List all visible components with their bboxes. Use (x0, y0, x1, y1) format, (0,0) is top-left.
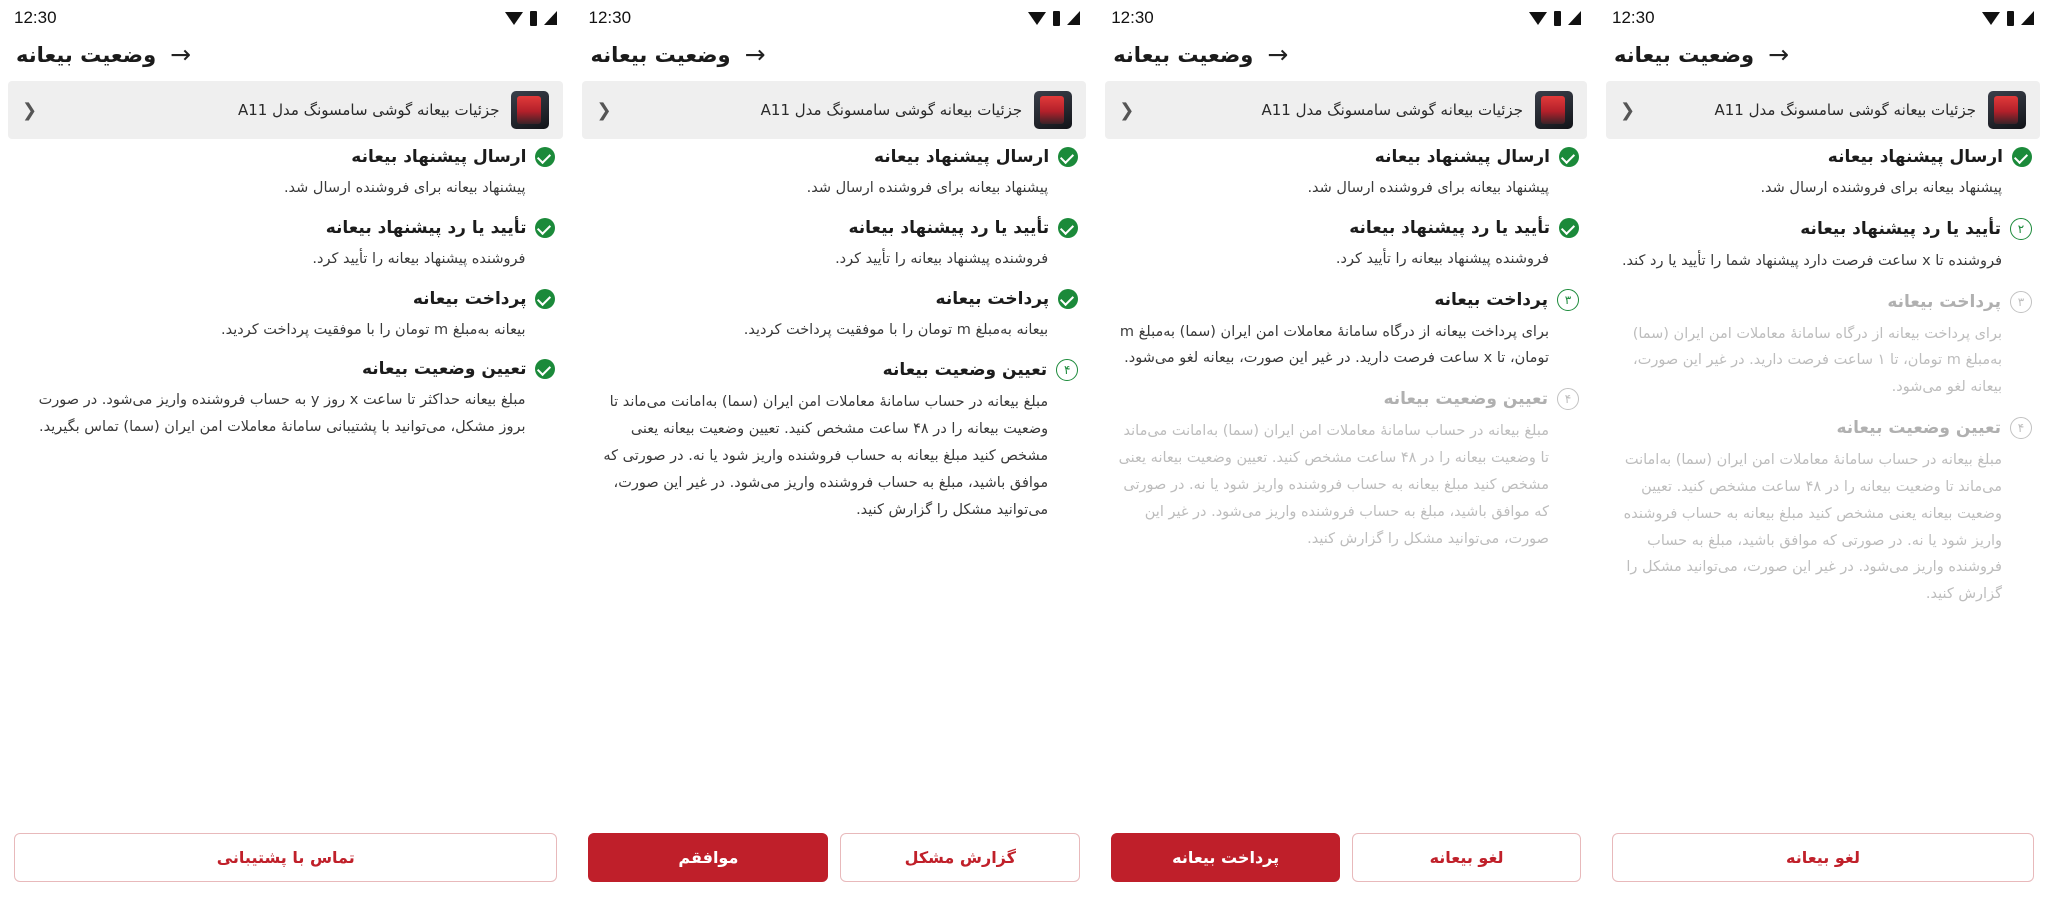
step-title: تأیید یا رد پیشنهاد بیعانه (1349, 217, 1550, 238)
signal-icon (1568, 11, 1581, 25)
action-button[interactable]: موافقم (588, 833, 828, 882)
action-button[interactable]: لغو بیعانه (1612, 833, 2034, 882)
phone-screen-1 (1598, 0, 2048, 900)
step-item (1614, 218, 2032, 285)
step-header (1113, 147, 1579, 167)
battery-icon (2007, 11, 2014, 26)
step-item (590, 147, 1078, 212)
back-arrow-icon[interactable]: → (170, 40, 192, 69)
deposit-details-label: جزئیات بیعانه گوشی سامسونگ مدل A11 (1261, 101, 1523, 119)
check-icon (1058, 218, 1078, 238)
phone-screen-4 (0, 0, 571, 900)
step-header (16, 218, 555, 238)
page-title: وضعیت بیعانه (590, 42, 731, 67)
battery-icon (1554, 11, 1561, 26)
step-description: پیشنهاد بیعانه برای فروشنده ارسال شد. (1307, 180, 1549, 196)
status-clock: 12:30 (14, 8, 57, 27)
step-title: تعیین وضعیت بیعانه (361, 359, 527, 380)
step-number-badge: ۳ (2010, 291, 2032, 313)
phone-thumbnail (511, 91, 549, 129)
status-icons (505, 11, 557, 26)
step-description: مبلغ بیعانه در حساب سامانهٔ معاملات امن ایران (سما) به‌امانت می‌ماند تا وضعیت بیعانه را در ۴۸ ساعت مشخص کنید. تعیین وضعیت بیعانه یعنی مشخص کنید مبلغ بیعانه به حساب فروشنده واریز شود یا نه. در صورتی که موافق باشید، مبلغ به حساب فروشنده واریز می‌شود. در غیر این صورت، می‌توانید مشکل را گزارش کنید. (603, 394, 1049, 518)
step-header (1113, 218, 1579, 238)
phone-screen-3 (574, 0, 1094, 900)
step-title: پرداخت بیعانه (935, 288, 1050, 309)
step-description: پیشنهاد بیعانه برای فروشنده ارسال شد. (806, 180, 1049, 196)
step-description: پیشنهاد بیعانه برای فروشنده ارسال شد. (1760, 180, 2002, 196)
step-title: تأیید یا رد پیشنهاد بیعانه (1800, 218, 2001, 239)
step-item (1113, 289, 1579, 383)
status-bar (1598, 0, 2048, 32)
step-item (1113, 147, 1579, 212)
step-title: تعیین وضعیت بیعانه (1836, 418, 2001, 439)
step-item (16, 359, 555, 451)
step-header (590, 289, 1078, 309)
page-title: وضعیت بیعانه (1613, 42, 1755, 67)
step-description: برای پرداخت بیعانه از درگاه سامانهٔ معاملات امن ایران (سما) به‌مبلغ m تومان، تا x ساعت فرصت دارید. در غیر این صورت، بیعانه لغو می‌شود. (1119, 323, 1549, 367)
step-description: مبلغ بیعانه در حساب سامانهٔ معاملات امن ایران (سما) به‌امانت می‌ماند تا وضعیت بیعانه را در ۴۸ ساعت مشخص کنید. تعیین وضعیت بیعانه یعنی مشخص کنید مبلغ بیعانه به حساب فروشنده واریز شود یا نه. در صورتی که موافق باشید، مبلغ به حساب فروشنده واریز می‌شود. در غیر این صورت، می‌توانید مشکل را گزارش کنید. (1118, 423, 1549, 547)
chevron-left-icon[interactable]: ❮ (596, 99, 612, 121)
action-bar (1612, 833, 2034, 882)
action-button[interactable]: پرداخت بیعانه (1111, 833, 1340, 882)
status-icons (1028, 11, 1080, 26)
step-header (1113, 289, 1579, 311)
back-arrow-icon[interactable]: → (744, 40, 766, 69)
check-icon (535, 218, 555, 238)
step-description: مبلغ بیعانه حداکثر تا ساعت x روز y به حساب فروشنده واریز می‌شود. در صورت بروز مشکل، می‌توانید با پشتیبانی سامانهٔ معاملات امن ایران (سما) تماس بگیرید. (38, 392, 526, 436)
battery-icon (1053, 11, 1060, 26)
phone-thumbnail (1034, 91, 1072, 129)
step-header (1614, 417, 2032, 439)
status-clock: 12:30 (1611, 8, 1655, 27)
app-bar (0, 32, 571, 81)
phone-screen-2 (1097, 0, 1595, 900)
step-item (590, 289, 1078, 354)
step-item (590, 218, 1078, 283)
page-title: وضعیت بیعانه (16, 42, 157, 67)
steps-list (1097, 139, 1595, 562)
step-title: ارسال پیشنهاد بیعانه (873, 147, 1050, 167)
step-number-badge: ۲ (2010, 218, 2032, 240)
action-button[interactable]: گزارش مشکل (840, 833, 1080, 882)
check-icon (1559, 218, 1579, 238)
step-title: تعیین وضعیت بیعانه (882, 360, 1048, 381)
step-description: پیشنهاد بیعانه برای فروشنده ارسال شد. (283, 180, 526, 196)
status-icons (1982, 11, 2034, 26)
step-title: تأیید یا رد پیشنهاد بیعانه (848, 217, 1050, 238)
deposit-details-label: جزئیات بیعانه گوشی سامسونگ مدل A11 (1714, 101, 1976, 119)
wifi-icon (505, 12, 523, 25)
status-bar (1097, 0, 1595, 32)
step-title: پرداخت بیعانه (412, 288, 527, 309)
steps-list (0, 139, 571, 451)
wifi-icon (1982, 12, 2000, 25)
step-header (16, 289, 555, 309)
chevron-left-icon[interactable]: ❮ (1119, 99, 1135, 121)
wifi-icon (1529, 12, 1547, 25)
step-title: تأیید یا رد پیشنهاد بیعانه (325, 217, 527, 238)
step-item (1113, 218, 1579, 283)
step-header (16, 359, 555, 379)
step-header (590, 218, 1078, 238)
signal-icon (1067, 11, 1080, 25)
check-icon (535, 147, 555, 167)
step-item (1614, 417, 2032, 618)
action-bar (588, 833, 1080, 882)
check-icon (1559, 147, 1579, 167)
step-number-badge: ۳ (1557, 289, 1579, 311)
app-bar (1097, 32, 1595, 81)
step-item (16, 289, 555, 354)
status-bar (574, 0, 1094, 32)
step-title: ارسال پیشنهاد بیعانه (1827, 147, 2003, 167)
step-title: پرداخت بیعانه (1434, 289, 1548, 310)
step-description: بیعانه به‌مبلغ m تومان را با موفقیت پرداخت کردید. (743, 321, 1049, 338)
signal-icon (2021, 11, 2034, 25)
deposit-details-row[interactable] (582, 81, 1086, 139)
check-icon (2012, 147, 2032, 167)
step-description: فروشنده پیشنهاد بیعانه را تأیید کرد. (312, 250, 526, 267)
steps-list (574, 139, 1094, 534)
step-header (16, 147, 555, 167)
step-item (1113, 388, 1579, 562)
check-icon (1058, 289, 1078, 309)
page-title: وضعیت بیعانه (1113, 42, 1254, 67)
deposit-details-row[interactable] (1606, 81, 2040, 139)
status-icons (1529, 11, 1581, 26)
check-icon (535, 359, 555, 379)
step-item (16, 218, 555, 283)
deposit-details-label: جزئیات بیعانه گوشی سامسونگ مدل A11 (760, 101, 1023, 119)
check-icon (535, 289, 555, 309)
action-bar (1111, 833, 1581, 882)
status-clock: 12:30 (1111, 8, 1154, 27)
battery-icon (530, 11, 537, 26)
check-icon (1058, 147, 1078, 167)
step-description: فروشنده پیشنهاد بیعانه را تأیید کرد. (1335, 250, 1549, 267)
step-header (590, 147, 1078, 167)
step-header (1614, 147, 2032, 167)
step-header (1614, 291, 2032, 313)
step-header (1113, 388, 1579, 410)
action-bar (14, 833, 557, 882)
step-title: ارسال پیشنهاد بیعانه (351, 147, 527, 167)
deposit-details-label: جزئیات بیعانه گوشی سامسونگ مدل A11 (237, 101, 500, 119)
action-button[interactable]: لغو بیعانه (1352, 833, 1581, 882)
step-header (1614, 218, 2032, 240)
back-arrow-icon[interactable]: → (1768, 40, 1790, 69)
step-description: مبلغ بیعانه در حساب سامانهٔ معاملات امن ایران (سما) به‌امانت می‌ماند تا وضعیت بیعانه را در ۴۸ ساعت مشخص کنید. تعیین وضعیت بیعانه یعنی مشخص کنید مبلغ بیعانه به حساب فروشنده واریز شود یا نه. در صورتی که موافق باشید، مبلغ به حساب فروشنده واریز می‌شود. در غیر این صورت، می‌توانید مشکل را گزارش کنید. (1623, 452, 2002, 603)
phone-thumbnail (1535, 91, 1573, 129)
step-description: فروشنده تا x ساعت فرصت دارد پیشنهاد شما را تأیید یا رد کند. (1621, 252, 2002, 269)
app-bar (574, 32, 1094, 81)
step-number-badge: ۴ (1557, 388, 1579, 410)
status-clock: 12:30 (588, 8, 632, 27)
steps-list (1598, 139, 2048, 618)
step-item (1614, 147, 2032, 212)
status-bar (0, 0, 571, 32)
app-bar (1598, 32, 2048, 81)
step-description: فروشنده پیشنهاد بیعانه را تأیید کرد. (835, 250, 1049, 267)
step-header (590, 359, 1078, 381)
signal-icon (544, 11, 557, 25)
step-description: بیعانه به‌مبلغ m تومان را با موفقیت پرداخت کردید. (221, 321, 526, 338)
step-number-badge: ۴ (2010, 417, 2032, 439)
deposit-details-row[interactable] (8, 81, 563, 139)
phone-thumbnail (1988, 91, 2026, 129)
step-item (16, 147, 555, 212)
step-number-badge: ۴ (1056, 359, 1078, 381)
step-item (1614, 291, 2032, 411)
wifi-icon (1028, 12, 1046, 25)
chevron-left-icon[interactable]: ❮ (22, 99, 38, 121)
step-description: برای پرداخت بیعانه از درگاه سامانهٔ معاملات امن ایران (سما) به‌مبلغ m تومان، تا ۱ ساعت فرصت دارید. در غیر این صورت، بیعانه لغو می‌شود. (1632, 325, 2002, 396)
step-item (590, 359, 1078, 533)
back-arrow-icon[interactable]: → (1267, 40, 1289, 69)
chevron-left-icon[interactable]: ❮ (1619, 99, 1636, 121)
deposit-details-row[interactable] (1105, 81, 1587, 139)
step-title: ارسال پیشنهاد بیعانه (1374, 147, 1550, 167)
step-title: پرداخت بیعانه (1887, 291, 2001, 312)
action-button[interactable]: تماس با پشتیبانی (14, 833, 557, 882)
step-title: تعیین وضعیت بیعانه (1383, 389, 1548, 410)
